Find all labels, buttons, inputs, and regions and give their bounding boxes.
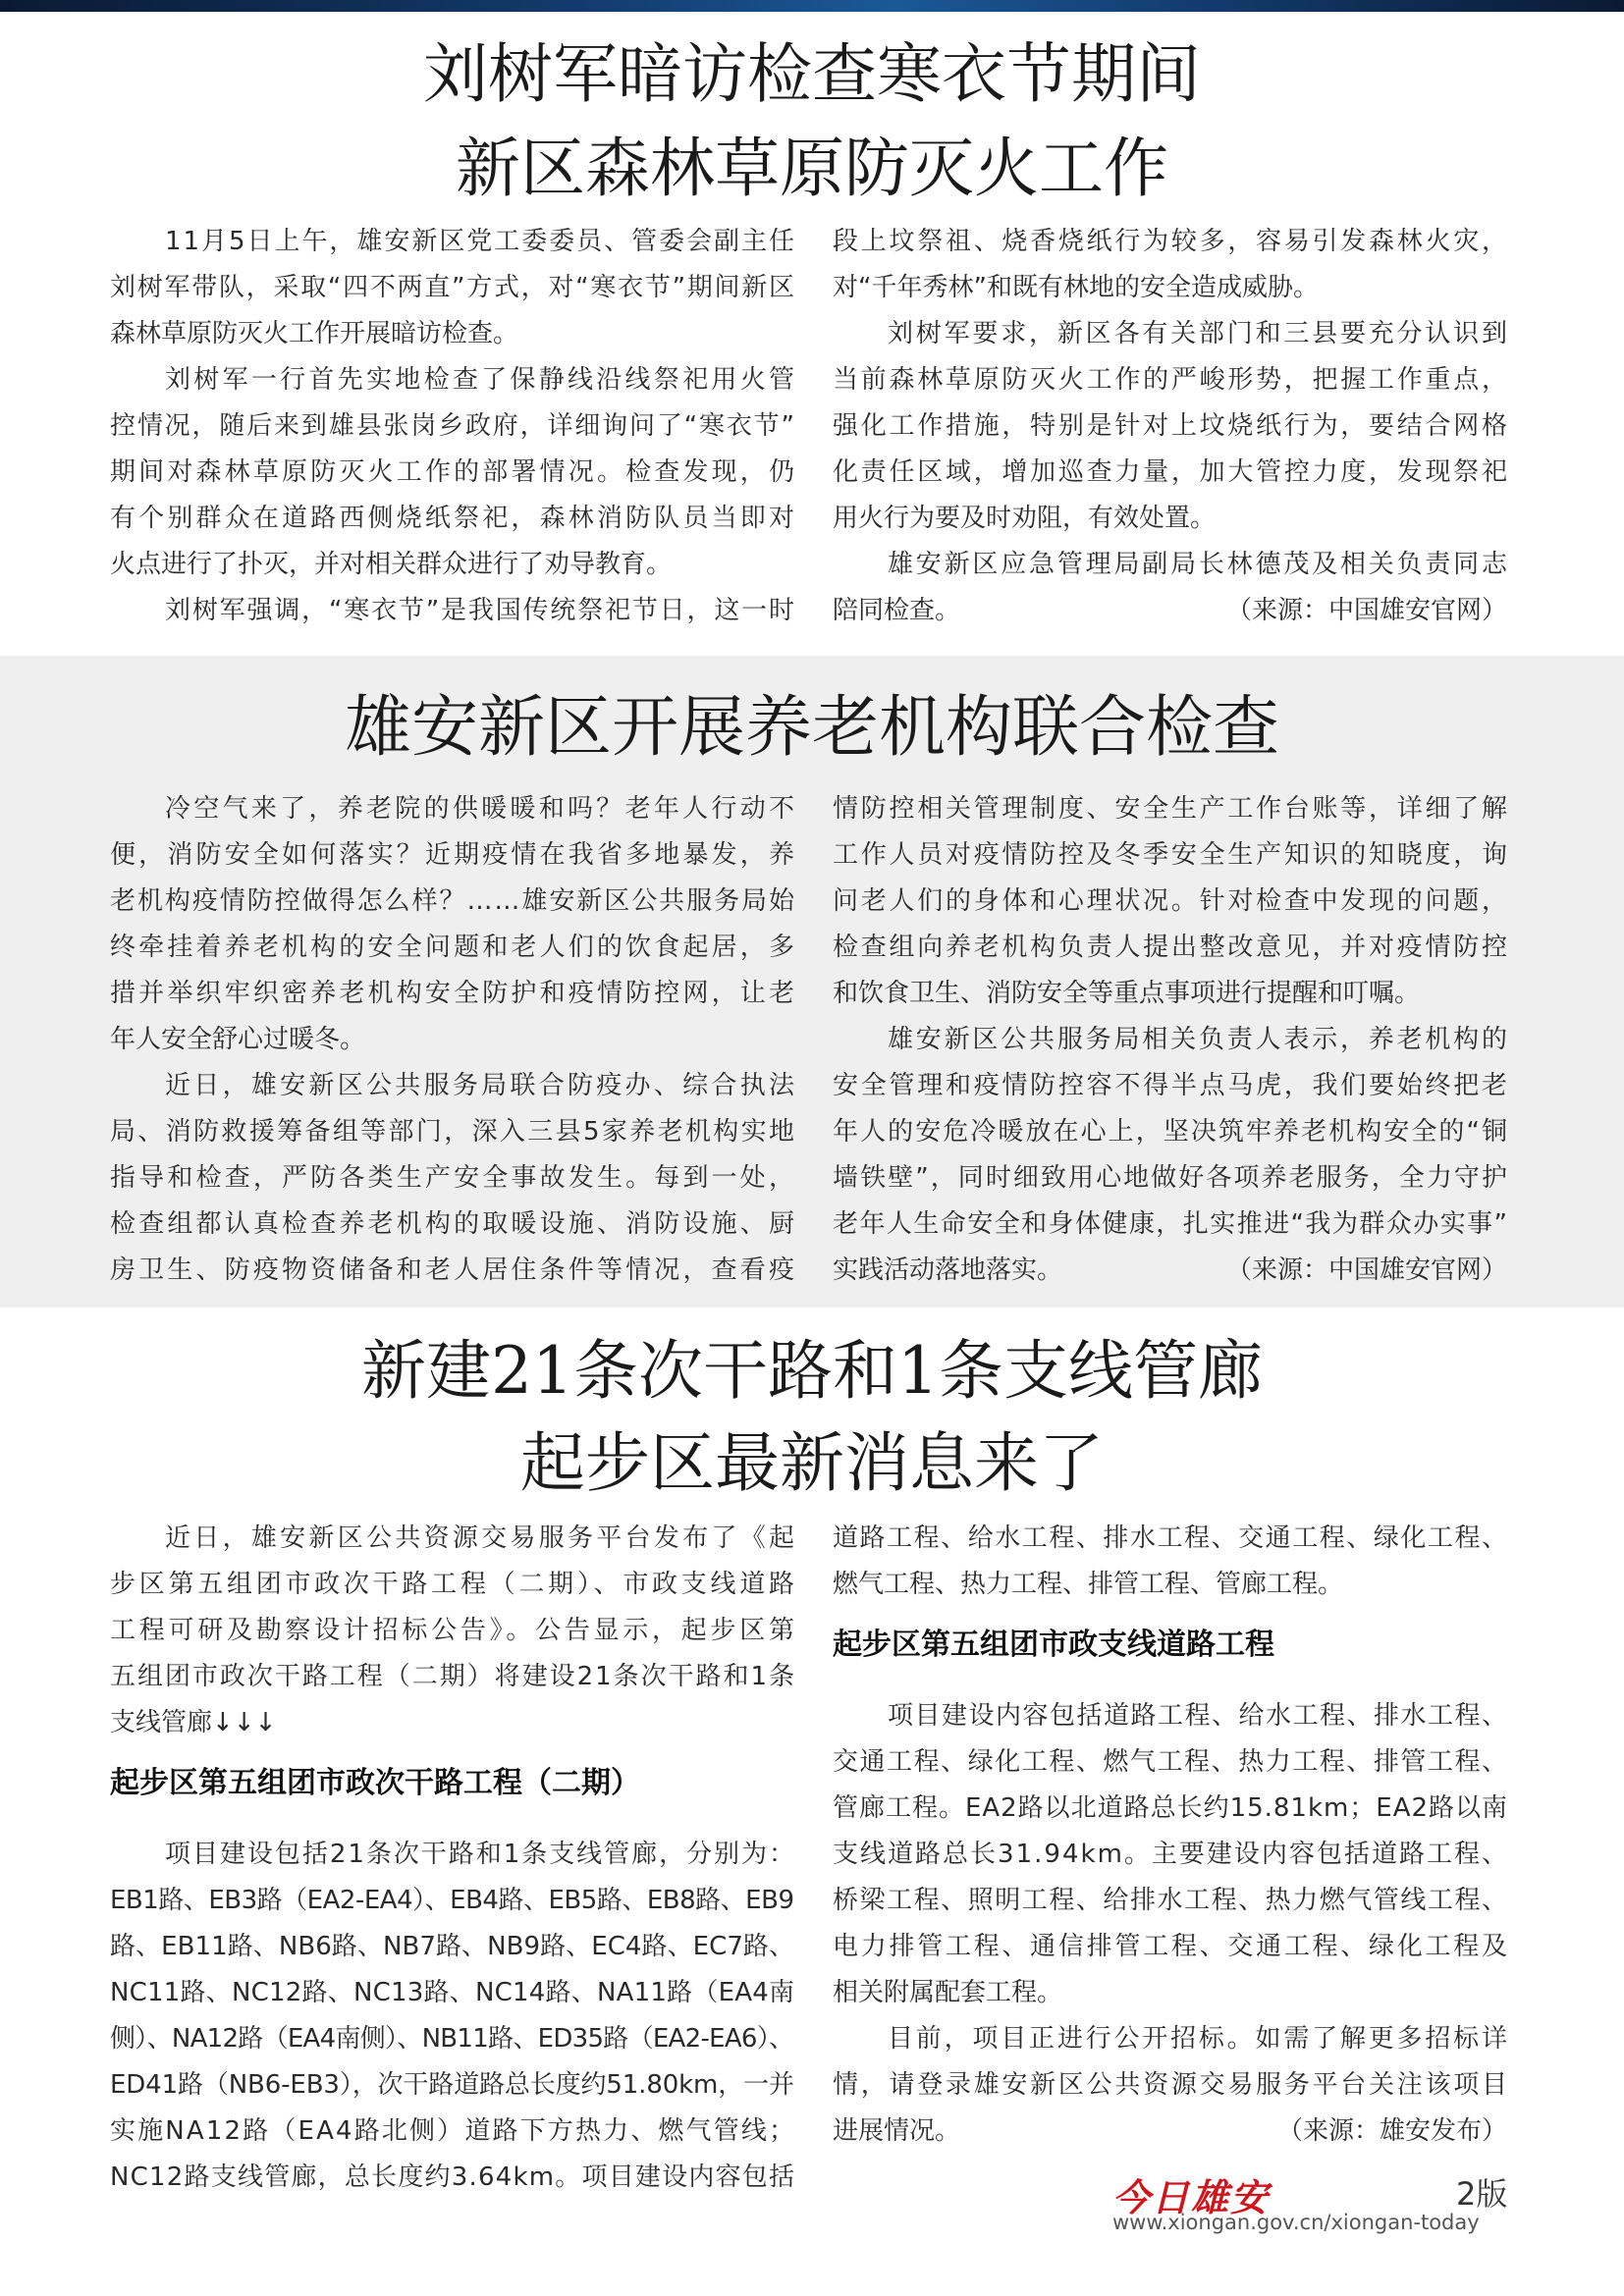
text-line: 指导和检查，严防各类生产安全事故发生。每到一处， — [110, 1163, 798, 1193]
paragraph — [110, 219, 794, 357]
text-line: 当前森林草原防灭火工作的严峻形势，把握工作重点， — [833, 365, 1510, 395]
text-line: 用火行为要及时劝阻，有效处置。 — [833, 504, 1217, 533]
text-line: 工程可研及勘察设计招标公告》。公告显示，起步区第 — [110, 1616, 798, 1645]
section-heading: 起步区第五组团市政次干路工程（二期） — [110, 1766, 640, 1800]
text-line: 路、EB11路、NB6路、NB7路、NB9路、EC4路、EC7路、 — [110, 1932, 795, 1961]
text-line: 刘树军强调，“寒衣节”是我国传统祭祀节日，这一时 — [165, 596, 796, 625]
title-line: 雄安新区开展养老机构联合检查 — [344, 689, 1279, 767]
text-line: 期间对森林草原防灭火工作的部署情况。检查发现，仍 — [110, 457, 798, 487]
text-line: 控情况，随后来到雄县张岗乡政府，详细询问了“寒衣节” — [110, 411, 796, 441]
source-credit: （来源：中国雄安官网） — [1225, 1255, 1507, 1285]
text-line: 安全管理和疫情防控容不得半点马虎，我们要始终把老 — [833, 1071, 1510, 1100]
text-line: 陪同检查。 — [833, 596, 961, 625]
text-line: 火点进行了扑灭，并对相关群众进行了劝导教育。 — [110, 550, 673, 579]
text-line: EB1路、EB3路（EA2-EA4）、EB4路、EB5路、EB8路、EB9 — [110, 1886, 794, 1915]
text-line: 局、消防救援筹备组等部门，深入三县5家养老机构实地 — [110, 1117, 797, 1147]
text-line: 房卫生、防疫物资储备和老人居住条件等情况，查看疫 — [110, 1255, 798, 1285]
paragraph — [110, 1832, 797, 2201]
text-line: 对“千年秀林”和既有林地的安全造成威胁。 — [833, 273, 1319, 302]
text-line: 支线道路总长31.94km。主要建设内容包括道路工程、 — [833, 1840, 1509, 1869]
source-credit: （来源：中国雄安官网） — [1225, 596, 1507, 625]
text-line: 刘树军要求，新区各有关部门和三县要充分认识到 — [888, 319, 1510, 348]
paragraph — [110, 588, 794, 634]
page-number: 2版 — [1456, 2175, 1508, 2213]
article-3-left-column — [110, 1516, 798, 2201]
newspaper-logo: 今日雄安 — [1112, 2175, 1271, 2219]
text-line: NC12路支线管廊，总长度约3.64km。项目建设内容包括 — [110, 2163, 796, 2192]
paragraph — [110, 786, 798, 1063]
text-line: 支线管廊↓↓↓ — [110, 1708, 277, 1737]
text-line: 有个别群众在道路西侧烧纸祭祀，森林消防队员当即对 — [110, 504, 798, 533]
article-2-left-column — [110, 786, 798, 1294]
text-line: 检查组向养老机构负责人提出整改意见，并对疫情防控 — [833, 933, 1510, 962]
text-line: 雄安新区公共服务局相关负责人表示，养老机构的 — [888, 1025, 1510, 1054]
text-line: 刘树军带队，采取“四不两直”方式，对“寒衣节”期间新区 — [110, 273, 796, 302]
paragraph — [833, 2016, 1510, 2155]
text-line: 项目建设内容包括道路工程、给水工程、排水工程、 — [888, 1701, 1509, 1731]
text-line: 实践活动落地落实。 — [833, 1255, 1063, 1285]
paragraph — [833, 1516, 1507, 1608]
text-line: 道路工程、给水工程、排水工程、交通工程、绿化工程、 — [833, 1523, 1509, 1553]
text-line: NC11路、NC12路、NC13路、NC14路、NA11路（EA4南 — [110, 1978, 795, 2007]
paragraph — [110, 1063, 798, 1294]
text-line: 段上坟祭祖、烧香烧纸行为较多，容易引发森林火灾， — [833, 227, 1510, 256]
article-1-left-column — [110, 219, 798, 634]
paragraph — [833, 219, 1510, 311]
text-line: 管廊工程。EA2路以北道路总长约15.81km；EA2路以南 — [833, 1793, 1508, 1823]
text-line: 电力排管工程、通信排管工程、交通工程、绿化工程及 — [833, 1932, 1510, 1961]
text-line: 森林草原防灭火工作开展暗访检查。 — [110, 319, 519, 348]
text-line: 老机构疫情防控做得怎么样？……雄安新区公共服务局始 — [110, 886, 796, 916]
text-line: ED41路（NB6-EB3），次干路道路总长度约51.80km，一并 — [110, 2070, 794, 2100]
text-line: 相关附属配套工程。 — [833, 1978, 1063, 2007]
paragraph — [833, 1017, 1510, 1294]
paragraph — [110, 1516, 798, 1746]
text-line: 近日，雄安新区公共服务局联合防疫办、综合执法 — [165, 1071, 798, 1100]
top-color-bar — [0, 0, 1624, 12]
paragraph — [833, 542, 1510, 634]
text-line: 化责任区域，增加巡查力量，加大管控力度，发现祭祀 — [833, 457, 1510, 487]
title-line: 起步区最新消息来了 — [520, 1425, 1104, 1501]
text-line: 和饮食卫生、消防安全等重点事项进行提醒和叮嘱。 — [833, 979, 1421, 1008]
title-line: 新建21条次干路和1条支线管廊 — [361, 1333, 1263, 1409]
text-line: 老年人生命安全和身体健康，扎实推进“我为群众办实事” — [833, 1209, 1509, 1239]
article-3-right-column — [833, 1516, 1510, 2155]
text-line: 近日，雄安新区公共资源交易服务平台发布了《起 — [165, 1523, 798, 1553]
text-line: 项目建设包括21条次干路和1条支线管廊，分别为： — [165, 1840, 796, 1869]
text-line: 年人的安危冷暖放在心上，坚决筑牢养老机构安全的“铜 — [833, 1117, 1510, 1147]
text-line: 墙铁壁”，同时细致用心地做好各项养老服务，全力守护 — [833, 1163, 1510, 1193]
text-line: 终牵挂着养老机构的安全问题和老人们的饮食起居，多 — [110, 933, 798, 962]
section-heading: 起步区第五组团市政支线道路工程 — [833, 1628, 1274, 1662]
text-line: 步区第五组团市政次干路工程（二期）、市政支线道路 — [110, 1570, 798, 1599]
text-line: 便，消防安全如何落实？近期疫情在我省多地暴发，养 — [110, 840, 798, 870]
text-line: 情，请登录雄安新区公共资源交易服务平台关注该项目 — [833, 2070, 1510, 2100]
text-line: 进展情况。 — [833, 2116, 961, 2146]
text-line: 强化工作措施，特别是针对上坟烧纸行为，要结合网格 — [833, 411, 1510, 441]
paragraph — [833, 311, 1510, 542]
article-2-right-column — [833, 786, 1510, 1294]
text-line: 工作人员对疫情防控及冬季安全生产知识的知晓度，询 — [833, 840, 1510, 870]
text-line: 目前，项目正进行公开招标。如需了解更多招标详 — [888, 2024, 1510, 2054]
text-line: 11月5日上午，雄安新区党工委委员、管委会副主任 — [165, 227, 796, 256]
article-2-title — [0, 681, 1624, 775]
text-line: 燃气工程、热力工程、排管工程、管廊工程。 — [833, 1570, 1344, 1599]
article-3-title — [0, 1325, 1624, 1510]
text-line: 措并举织牢织密养老机构安全防护和疫情防控网，让老 — [110, 979, 798, 1008]
text-line: 五组团市政次干路工程（二期）将建设21条次干路和1条 — [110, 1662, 796, 1691]
title-line: 新区森林草原防灭火工作 — [456, 131, 1168, 206]
text-line: 雄安新区应急管理局副局长林德茂及相关负责同志 — [888, 550, 1510, 579]
paragraph — [833, 1693, 1510, 2016]
text-line: 刘树军一行首先实地检查了保静线沿线祭祀用火管 — [165, 365, 798, 395]
text-line: 情防控相关管理制度、安全生产工作台账等，详细了解 — [833, 794, 1510, 824]
source-credit: （来源：雄安发布） — [1276, 2116, 1507, 2146]
article-1-title — [0, 27, 1624, 216]
text-line: 交通工程、绿化工程、燃气工程、热力工程、排管工程、 — [833, 1747, 1509, 1777]
text-line: 侧）、NA12路（EA4南侧）、NB11路、ED35路（EA2-EA6）、 — [110, 2024, 794, 2054]
paragraph — [110, 357, 798, 588]
text-line: 年人安全舒心过暖冬。 — [110, 1025, 366, 1054]
text-line: 检查组都认真检查养老机构的取暖设施、消防设施、厨 — [110, 1209, 798, 1239]
title-line: 刘树军暗访检查寒衣节期间 — [423, 36, 1201, 112]
paragraph — [833, 786, 1510, 1017]
article-1-right-column — [833, 219, 1510, 634]
text-line: 实施NA12路（EA4路北侧）道路下方热力、燃气管线； — [110, 2116, 797, 2146]
text-line: 问老人们的身体和心理状况。针对检查中发现的问题， — [833, 886, 1510, 916]
text-line: 桥梁工程、照明工程、给排水工程、热力燃气管线工程、 — [833, 1886, 1509, 1915]
website-url[interactable]: www.xiongan.gov.cn/xiongan-today — [1112, 2211, 1480, 2234]
text-line: 冷空气来了，养老院的供暖暖和吗？老年人行动不 — [165, 794, 798, 824]
